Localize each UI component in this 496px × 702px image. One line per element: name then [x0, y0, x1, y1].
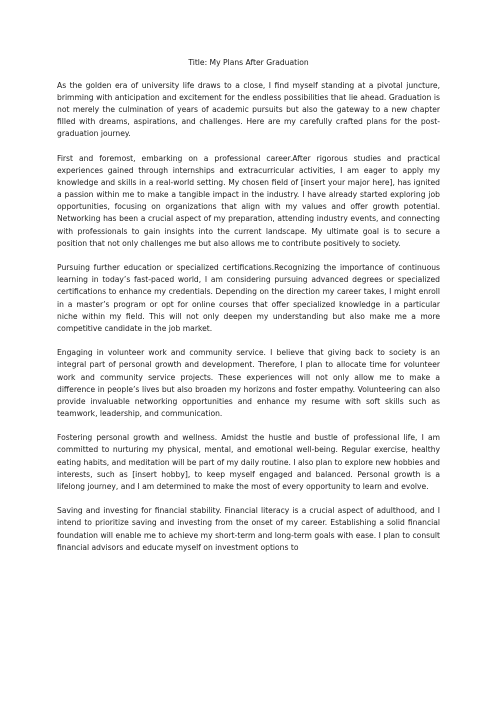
paragraph-wellness: Fostering personal growth and wellness. Amidst the hustle and bustle of professional life, I am committed to nurturing my physical, mental, and emotional well-being. Regular exercise, healthy eating habits, and meditation will be part of my daily routine. I also plan to explore new hobbies and interests, such as [insert hobby], to keep myself engaged and balanced. Personal growth is a lifelong journey, and I am determined to make the most of every opportunity to learn and evolve. — [57, 433, 440, 491]
document-title: Title: My Plans After Graduation — [188, 58, 309, 67]
paragraph-finance: Saving and investing for financial stability. Financial literacy is a crucial aspect of adulthood, and I intend to prioritize saving and investing from the onset of my career. Establishing a solid financial foundation will enable me to achieve my short-term and long-term goals with ease. I plan to consult financial advisors and educate myself on investment options to — [57, 506, 440, 552]
paragraph-education: Pursuing further education or specialized certifications.Recognizing the importance of continuous learning in today’s fast-paced world, I am considering pursuing advanced degrees or specialized certifications to enhance my credentials. Depending on the direction my career takes, I might enroll in a master’s program or opt for online courses that offer specialized knowledge in a particular niche within my field. This will not only deepen my understanding but also make me a more competitive candidate in the job market. — [57, 263, 440, 333]
paragraph-introduction: As the golden era of university life draws to a close, I find myself standing at a pivotal juncture, brimming with anticipation and excitement for the endless possibilities that lie ahead. Graduation is not merely the culmination of years of academic pursuits but also the gateway to a new chapter filled with dreams, aspirations, and challenges. Here are my carefully crafted plans for the post-graduation journey. — [57, 80, 440, 139]
paragraph-volunteer: Engaging in volunteer work and community service. I believe that giving back to society is an integral part of personal growth and development. Therefore, I plan to allocate time for volunteer work and community service projects. These experiences will not only allow me to make a difference in people’s lives but also broaden my horizons and foster empathy. Volunteering can also provide invaluable networking opportunities and enhance my resume with soft skills such as teamwork, leadership, and communication. — [57, 348, 440, 418]
document-body — [57, 57, 440, 566]
paragraph-career: First and foremost, embarking on a professional career.After rigorous studies and practical experiences gained through internships and extracurricular activities, I am eager to apply my knowledge and skills in a real-world setting. My chosen field of [insert your major here], has ignited a passion within me to make a tangible impact in the industry. I have already started exploring job opportunities, focusing on organizations that align with my values and offer growth potential. Networking has been a crucial aspect of my preparation, attending industry events, and connecting with professionals to gain insights into the current landscape. My ultimate goal is to secure a position that not only challenges me but also allows me to contribute positively to society. — [57, 153, 440, 248]
